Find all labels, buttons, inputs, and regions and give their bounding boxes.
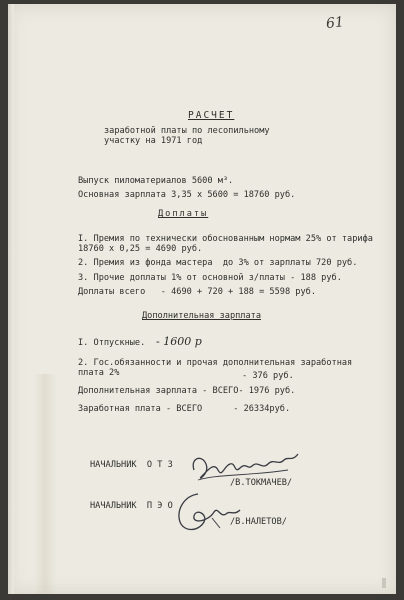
bonus-total-line: Доплаты всего - 4690 + 720 + 188 = 5598 руб. (78, 287, 316, 297)
signature-label-otz: НАЧАЛЬНИК О Т З (90, 460, 173, 470)
section-bonuses-heading: Доплаты (158, 209, 209, 219)
subtitle-line-2: участку на 1971 год (104, 136, 203, 146)
page-edge (8, 4, 14, 594)
document-title: РАСЧЕТ (188, 110, 235, 121)
signature-peo (168, 488, 248, 538)
output-line: Выпуск пиломатериалов 5600 м³. (78, 176, 234, 186)
base-salary-line: Основная зарплата 3,35 х 5600 = 18760 руб. (78, 190, 296, 200)
signature-name-otz: /В.ТОКМАЧЕВ/ (230, 478, 293, 488)
extra-line: плата 2% (78, 368, 120, 378)
extra-line: - 376 руб. (242, 371, 294, 381)
bonus-line: 2. Премия из фонда мастера до 3% от зарплаты 720 руб. (78, 258, 358, 268)
paper-stain (34, 374, 56, 594)
signature-label-peo: НАЧАЛЬНИК П Э О (90, 501, 173, 511)
document-page (8, 4, 396, 594)
subtitle-line-1: заработной платы по лесопильному (104, 126, 270, 136)
signature-otz (188, 440, 308, 492)
page-number: 61 (325, 14, 345, 33)
extra-line: 2. Гос.обязанности и прочая дополнительная заработная (78, 358, 353, 368)
bonus-line: 18760 х 0,25 = 4690 руб. (78, 244, 203, 254)
vacation-line: I. Отпускные. (78, 338, 146, 348)
corner-mark (382, 578, 386, 588)
vacation-handwritten-amount: - 1600 р (156, 335, 202, 348)
bonus-line: I. Премия по технически обоснованным нормам 25% от тарифа (78, 234, 373, 244)
section-extra-heading: Дополнительная зарплата (142, 311, 261, 321)
salary-total-line: Заработная плата - ВСЕГО - 26334руб. (78, 404, 291, 414)
bonus-line: 3. Прочие доплаты 1% от основной з/платы - 188 руб. (78, 273, 342, 283)
extra-total-line: Дополнительная зарплата - ВСЕГО- 1976 руб. (78, 386, 296, 396)
signature-name-peo: /В.НАЛЕТОВ/ (230, 517, 287, 527)
